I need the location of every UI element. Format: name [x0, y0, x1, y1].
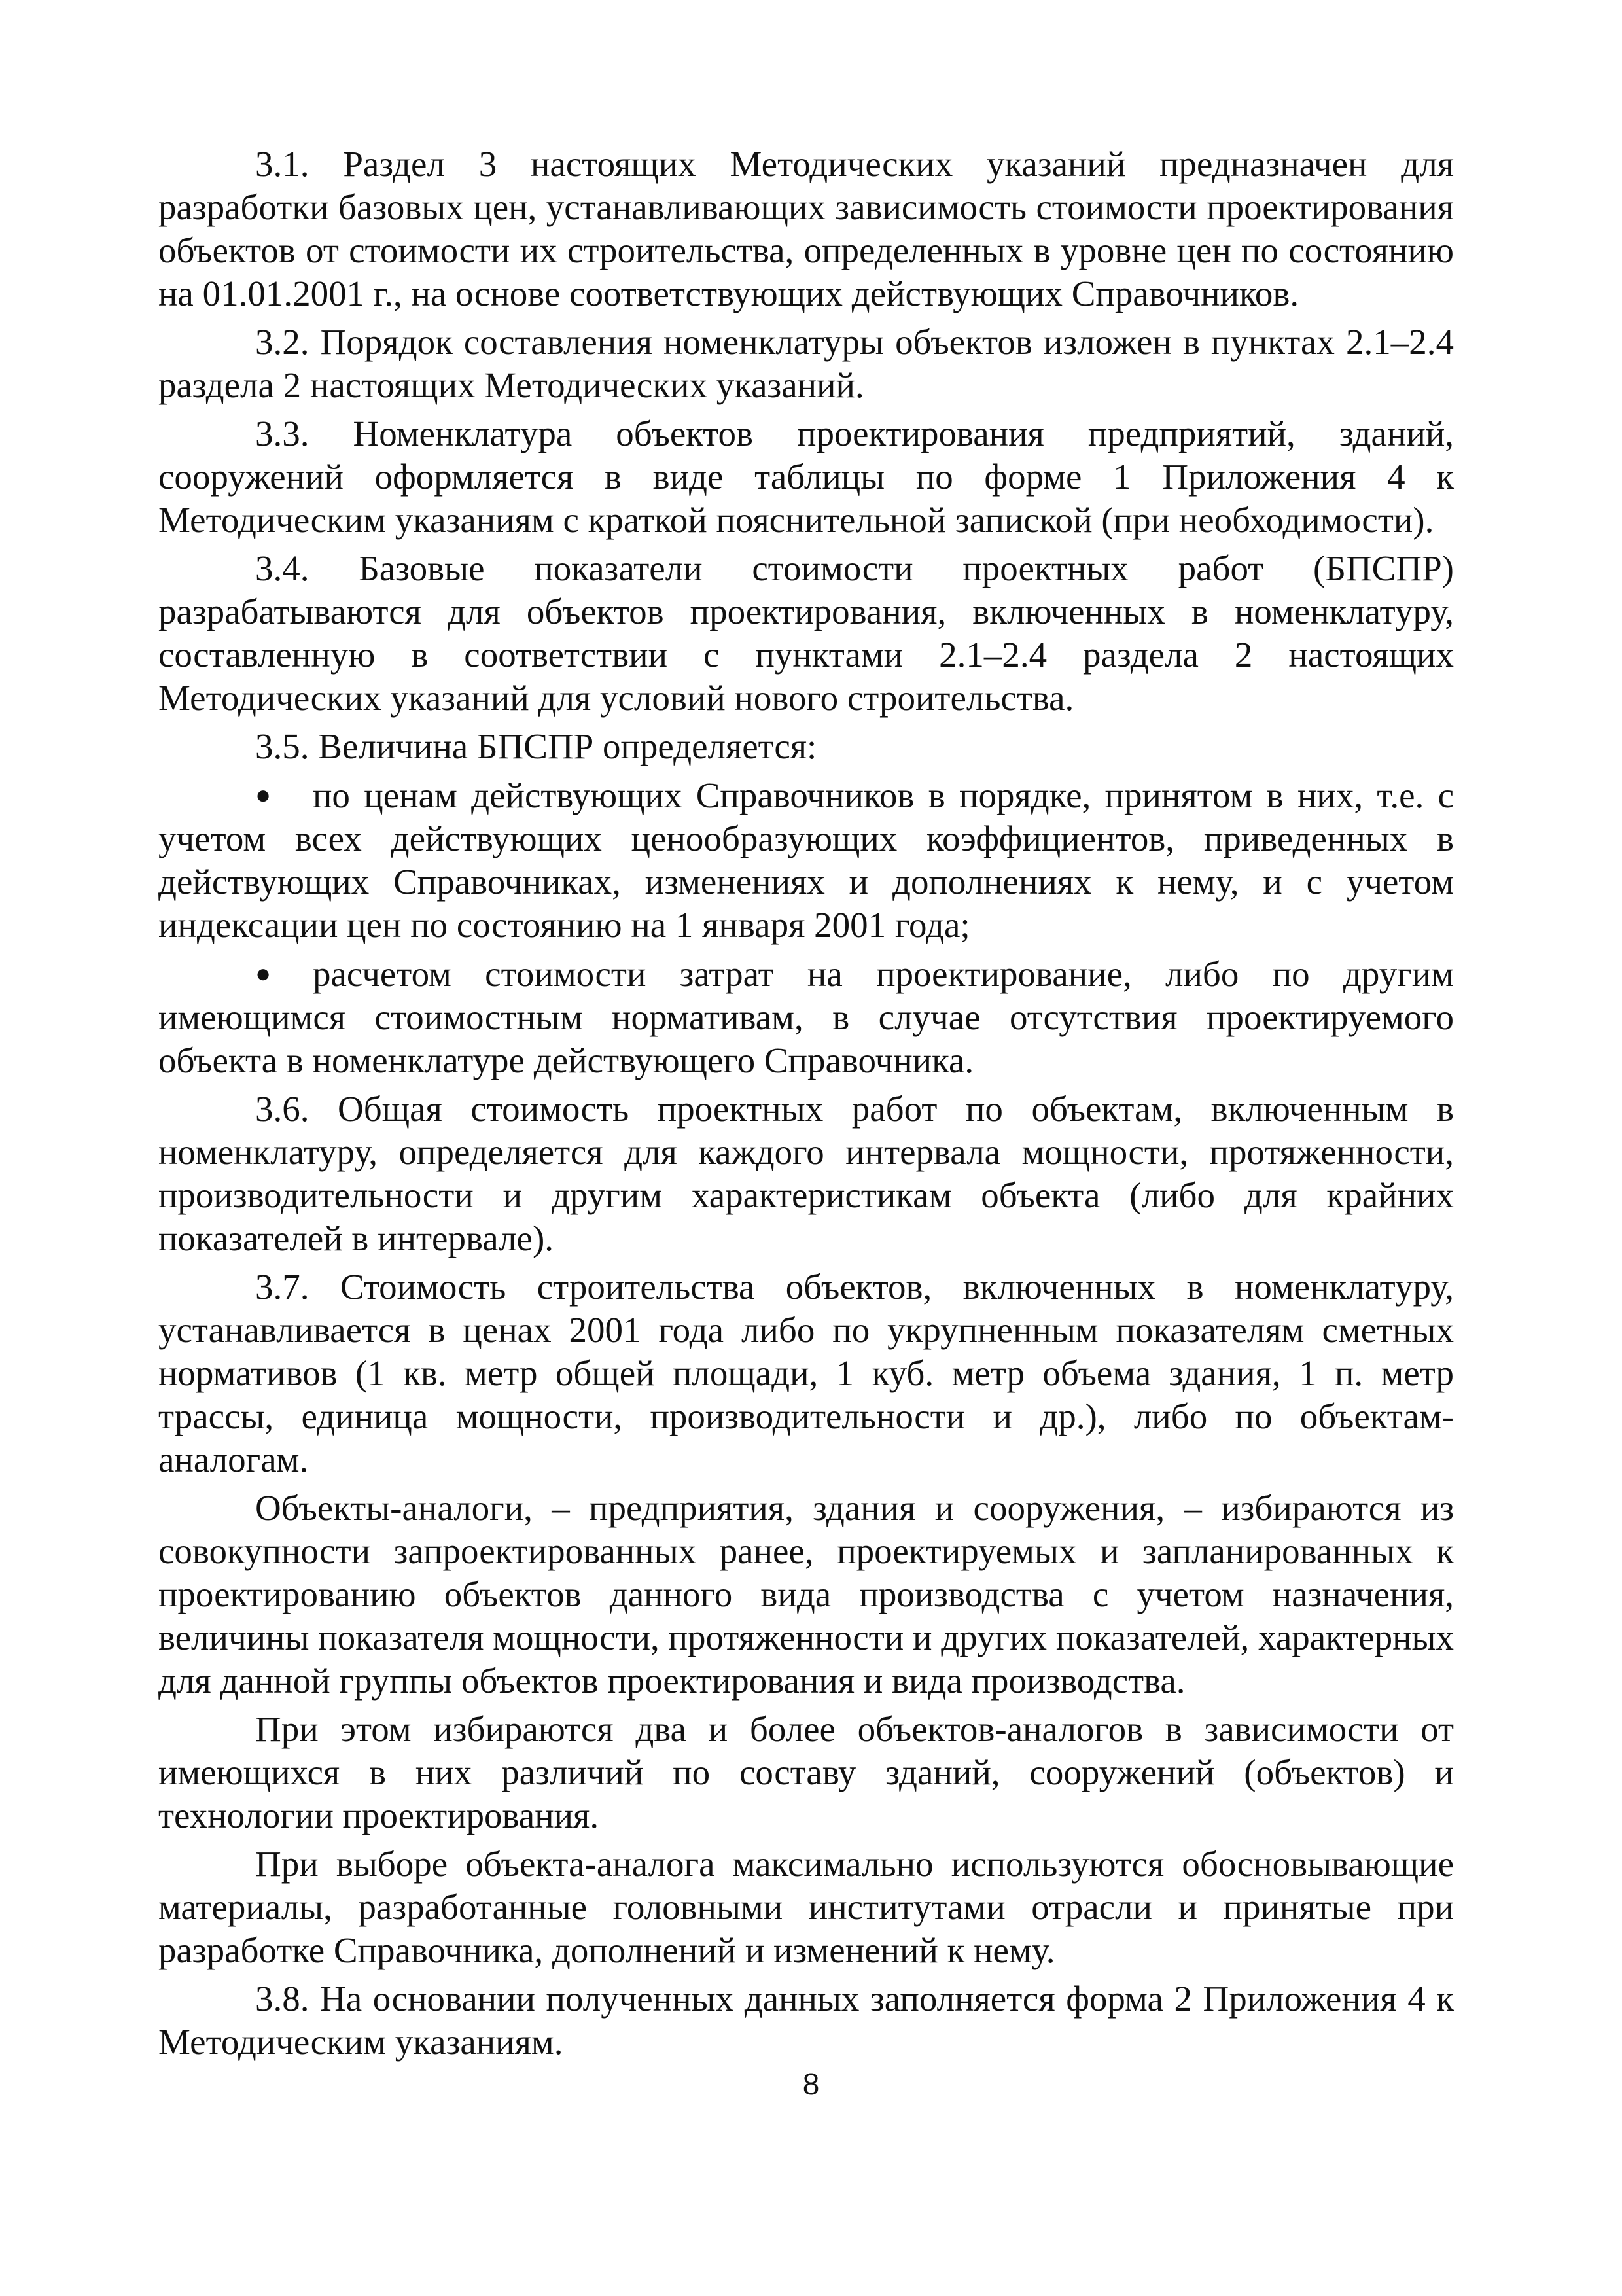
paragraph-3-2: 3.2. Порядок составления номенклатуры объектов изложен в пунктах 2.1–2.4 раздела 2 настоящих Методических указаний. [158, 322, 1454, 405]
paragraph-analog-choice: При выборе объекта-аналога максимально используются обосновывающие материалы, разработанные головными институтами отрасли и принятые при разработке Справочника, дополнений и изменений к нему. [158, 1844, 1454, 1970]
paragraph-3-3: 3.3. Номенклатура объектов проектирования предприятий, зданий, сооружений оформляется в виде таблицы по форме 1 Приложения 4 к Методическим указаниям с краткой пояснительной запиской (при необходимости). [158, 414, 1454, 540]
bullet-item-1 [158, 773, 1454, 947]
bullet-item-2 [158, 952, 1454, 1082]
paragraph-3-1: 3.1. Раздел 3 настоящих Методических указаний предназначен для разработки базовых цен, устанавливающих зависимость стоимости проектирования объектов от стоимости их строительства, определенных в уровне цен по состоянию на 01.01.2001 г., на основе соответствующих действующих Справочников. [158, 144, 1454, 313]
paragraph-3-8: 3.8. На основании полученных данных заполняется форма 2 Приложения 4 к Методическим указаниям. [158, 1979, 1454, 2062]
bullet-icon: ● [255, 959, 272, 988]
paragraph-3-5: 3.5. Величина БПСПР определяется: [255, 726, 817, 766]
paragraph-analogs: Объекты-аналоги, – предприятия, здания и сооружения, – избираются из совокупности запроектированных ранее, проектируемых и запланированных к проектированию объектов данного вида производства с учетом назначения, величины показателя мощности, протяженности и других показателей, характерных для данной группы объектов проектирования и вида производства. [158, 1488, 1454, 1701]
bullet-item-text: по ценам действующих Справочников в порядке, принятом в них, т.е. с учетом всех действующих ценообразующих коэффициентов, приведенных в действующих Справочниках, изменениях и дополнениях к нему, и с учетом индексации цен по состоянию на 1 января 2001 года; [158, 775, 1454, 945]
bullet-item-text: расчетом стоимости затрат на проектирование, либо по другим имеющимся стоимостным нормативам, в случае отсутствия проектируемого объекта в номенклатуре действующего Справочника. [158, 954, 1454, 1080]
paragraph-3-4: 3.4. Базовые показатели стоимости проектных работ (БПСПР) разрабатываются для объектов проектирования, включенных в номенклатуру, составленную в соответствии с пунктами 2.1–2.4 раздела 2 настоящих Методических указаний для условий нового строительства. [158, 548, 1454, 718]
paragraph-two-analogs: При этом избираются два и более объектов-аналогов в зависимости от имеющихся в них различий по составу зданий, сооружений (объектов) и технологии проектирования. [158, 1709, 1454, 1835]
page-number: 8 [802, 2067, 820, 2101]
paragraph-3-6: 3.6. Общая стоимость проектных работ по объектам, включенным в номенклатуру, определяется для каждого интервала мощности, протяженности, производительности и другим характеристикам объекта (либо для крайних показателей в интервале). [158, 1089, 1454, 1258]
document-body [158, 143, 1454, 2064]
paragraph-3-7: 3.7. Стоимость строительства объектов, включенных в номенклатуру, устанавливается в ценах 2001 года либо по укрупненным показателям сметных нормативов (1 кв. метр общей площади, 1 куб. метр объема здания, 1 п. метр трассы, единица мощности, производительности и др.), либо по объектам-аналогам. [158, 1267, 1454, 1479]
bullet-icon: ● [255, 780, 272, 809]
